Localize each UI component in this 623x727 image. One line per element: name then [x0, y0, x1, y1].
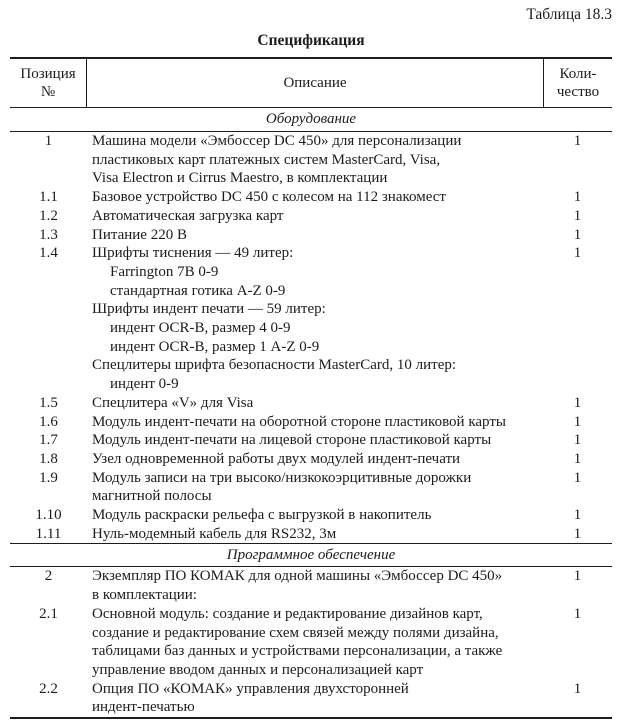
- quantity-cell: 1: [573, 469, 582, 486]
- description-line: Узел одновременной работы двух модулей индент-печати: [92, 450, 461, 467]
- position-cell: 1.3: [39, 226, 58, 243]
- description-line: создание и редактирование схем связей между полями дизайна,: [92, 624, 499, 641]
- description-line: индент OCR-B, размер 1 A-Z 0-9: [110, 338, 320, 355]
- description-line: Шрифты тиснения — 49 литер:: [92, 245, 294, 262]
- description-cell: [87, 431, 543, 450]
- section-title: Программное обеспечение: [10, 543, 612, 567]
- description-line: таблицами баз данных и устройствами персонализации, а также: [92, 643, 503, 660]
- description-line: Farrington 7B 0-9: [110, 263, 219, 280]
- table-row: [10, 413, 612, 432]
- column-header-description: [87, 59, 543, 107]
- table-row: [10, 450, 612, 469]
- quantity-cell: 1: [573, 413, 582, 430]
- description-line: Спецлитеры шрифта безопасности MasterCard, 10 литер:: [92, 357, 457, 374]
- description-cell: [87, 506, 543, 525]
- quantity-cell: 1: [573, 568, 582, 585]
- description-cell: [87, 132, 543, 188]
- table-header-row: [10, 59, 612, 108]
- position-cell: 1.5: [39, 394, 58, 411]
- quantity-cell: 1: [573, 394, 582, 411]
- specification-table: [10, 57, 612, 719]
- quantity-cell: 1: [573, 226, 582, 243]
- quantity-cell: 1: [573, 507, 582, 524]
- position-cell: 1.7: [39, 432, 58, 449]
- description-line: Нуль-модемный кабель для RS232, 3м: [92, 525, 337, 542]
- position-cell: 2: [44, 568, 53, 585]
- description-line: Основной модуль: создание и редактирование дизайнов карт,: [92, 605, 483, 622]
- position-cell: 1.6: [39, 413, 58, 430]
- description-line: Модуль раскраски рельефа с выгрузкой в накопитель: [92, 507, 432, 524]
- description-line: Шрифты индент печати — 59 литер:: [92, 301, 326, 318]
- quantity-cell: 1: [573, 245, 582, 262]
- position-cell: 2.1: [39, 605, 58, 622]
- section-title: Оборудование: [10, 108, 612, 132]
- description-line: Visa Electron и Cirrus Maestro, в комплектации: [92, 170, 388, 187]
- description-cell: [87, 567, 543, 604]
- quantity-cell: 1: [573, 605, 582, 622]
- description-line: стандартная готика A-Z 0-9: [110, 282, 286, 299]
- position-cell: 1.9: [39, 469, 58, 486]
- description-line: пластиковых карт платежных систем MasterCard, Visa,: [92, 151, 441, 168]
- column-header-position: [10, 59, 87, 107]
- quantity-cell: 1: [573, 525, 582, 542]
- table-row: [10, 244, 612, 394]
- column-header-quantity: [543, 59, 612, 107]
- description-line: Спецлитера «V» для Visa: [92, 394, 254, 411]
- position-cell: 2.2: [39, 680, 58, 697]
- description-line: Модуль индент-печати на оборотной стороне пластиковой карты: [92, 413, 506, 430]
- description-line: Опция ПО «КОМАК» управления двухсторонней: [92, 680, 409, 697]
- description-cell: [87, 226, 543, 245]
- table-row: [10, 469, 612, 506]
- description-cell: [87, 450, 543, 469]
- table-row: [10, 680, 612, 717]
- description-cell: [87, 188, 543, 207]
- table-row: [10, 188, 612, 207]
- column-header-quantity-line2: чество: [556, 84, 600, 100]
- quantity-cell: 1: [573, 133, 582, 149]
- description-line: индент 0-9: [110, 376, 179, 393]
- quantity-cell: 1: [573, 432, 582, 449]
- table-row: [10, 431, 612, 450]
- table-row: [10, 132, 612, 188]
- description-line: магнитной полосы: [92, 488, 212, 505]
- description-line: Базовое устройство DC 450 с колесом на 112 знакомест: [92, 189, 446, 206]
- table-row: [10, 506, 612, 525]
- quantity-cell: 1: [573, 680, 582, 697]
- quantity-cell: 1: [573, 189, 582, 206]
- description-cell: [87, 525, 543, 544]
- description-line: Питание 220 В: [92, 226, 187, 243]
- description-cell: [87, 413, 543, 432]
- description-line: управление вводом данных и персонализацией карт: [92, 661, 424, 678]
- position-cell: 1.1: [39, 189, 58, 206]
- position-cell: 1.11: [35, 525, 62, 542]
- description-line: в комплектации:: [92, 587, 197, 604]
- table-row: [10, 394, 612, 413]
- column-header-position-line1: Позиция: [20, 66, 76, 82]
- table-body: [10, 108, 612, 717]
- description-line: Автоматическая загрузка карт: [92, 207, 284, 224]
- position-cell: 1.10: [35, 507, 62, 524]
- table-row: [10, 567, 612, 604]
- position-cell: 1.2: [39, 207, 58, 224]
- column-header-position-line2: №: [40, 84, 56, 100]
- quantity-cell: 1: [573, 207, 582, 224]
- description-line: Машина модели «Эмбоссер DC 450» для персонализации: [92, 133, 462, 149]
- description-cell: [87, 207, 543, 226]
- description-cell: [87, 469, 543, 506]
- quantity-cell: 1: [573, 450, 582, 467]
- position-cell: 1: [44, 133, 53, 149]
- description-cell: [87, 680, 543, 717]
- table-row: [10, 605, 612, 680]
- position-cell: 1.8: [39, 450, 58, 467]
- column-header-description-label: Описание: [283, 75, 347, 91]
- table-row: [10, 226, 612, 245]
- position-cell: 1.4: [39, 245, 58, 262]
- page-title: Спецификация: [257, 32, 365, 49]
- column-header-quantity-line1: Коли-: [559, 66, 597, 82]
- description-line: Модуль индент-печати на лицевой стороне пластиковой карты: [92, 432, 492, 449]
- table-number-label: Таблица 18.3: [526, 6, 612, 23]
- table-row: [10, 207, 612, 226]
- description-line: индент-печатью: [92, 699, 195, 716]
- description-line: Экземпляр ПО КОМАК для одной машины «Эмбоссер DC 450»: [92, 568, 503, 585]
- description-cell: [87, 605, 543, 680]
- description-cell: [87, 394, 543, 413]
- description-line: индент OCR-B, размер 4 0-9: [110, 320, 291, 337]
- description-line: Модуль записи на три высоко/низкокоэрцитивные дорожки: [92, 469, 472, 486]
- table-row: [10, 525, 612, 544]
- description-cell: [87, 244, 543, 394]
